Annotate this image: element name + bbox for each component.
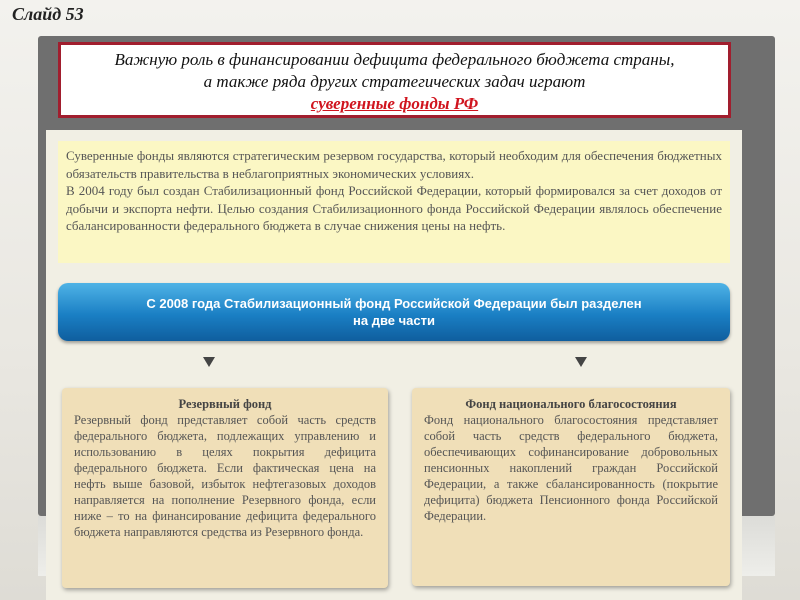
intro-box — [58, 141, 730, 263]
header-box — [58, 42, 731, 118]
intro-paragraph-1: Суверенные фонды являются стратегическим резервом государства, который необходим для обеспечения бюджетных обязательств правительства в неблагоприятных экономических условиях. — [66, 148, 722, 181]
header-line-1: Важную роль в финансировании дефицита федерального бюджета страны, — [114, 50, 675, 69]
header-line-2: а также ряда других стратегических задач играют — [203, 72, 586, 91]
welfare-fund-box — [412, 388, 730, 586]
welfare-fund-title: Фонд национального благосостояния — [465, 397, 677, 411]
welfare-fund-text: Фонд национального благосостояния представляет собой часть средств федерального бюджета, обеспечивающих софинансирование добровольных пенсионных накоплений граждан Российской Федерации, а также сбалансированность (покрытие дефицита) бюджета Пенсионного фонда Российской Федерации. — [424, 413, 718, 523]
reserve-fund-title: Резервный фонд — [178, 397, 272, 411]
arrow-down-icon — [203, 357, 215, 367]
slide-number: Слайд 53 — [12, 4, 84, 24]
header-accent: суверенные фонды РФ — [310, 94, 479, 113]
banner-line-2: на две части — [353, 313, 435, 328]
banner-line-1: С 2008 года Стабилизационный фонд Российской Федерации был разделен — [146, 296, 642, 311]
intro-paragraph-2: В 2004 году был создан Стабилизационный фонд Российской Федерации, который формировался за счет доходов от добычи и экспорта нефти. Целью создания Стабилизационного фонда Российской Федерации являлось обеспечение сбалансированности федерального бюджета в случае снижения цены на нефть. — [66, 183, 722, 233]
reserve-fund-box — [62, 388, 388, 588]
arrow-down-icon — [575, 357, 587, 367]
split-banner — [58, 283, 730, 341]
reserve-fund-text: Резервный фонд представляет собой часть средств федерального бюджета, подлежащих управлению и использованию в целях покрытия дефицита федерального бюджета. Если фактическая цена на нефть выше базовой, избыток нефтегазовых доходов направляется на пополнение Резервного фонда, если ниже – то на финансирование дефицита федерального бюджета направляются средства из Резервного фонда. — [74, 413, 376, 539]
